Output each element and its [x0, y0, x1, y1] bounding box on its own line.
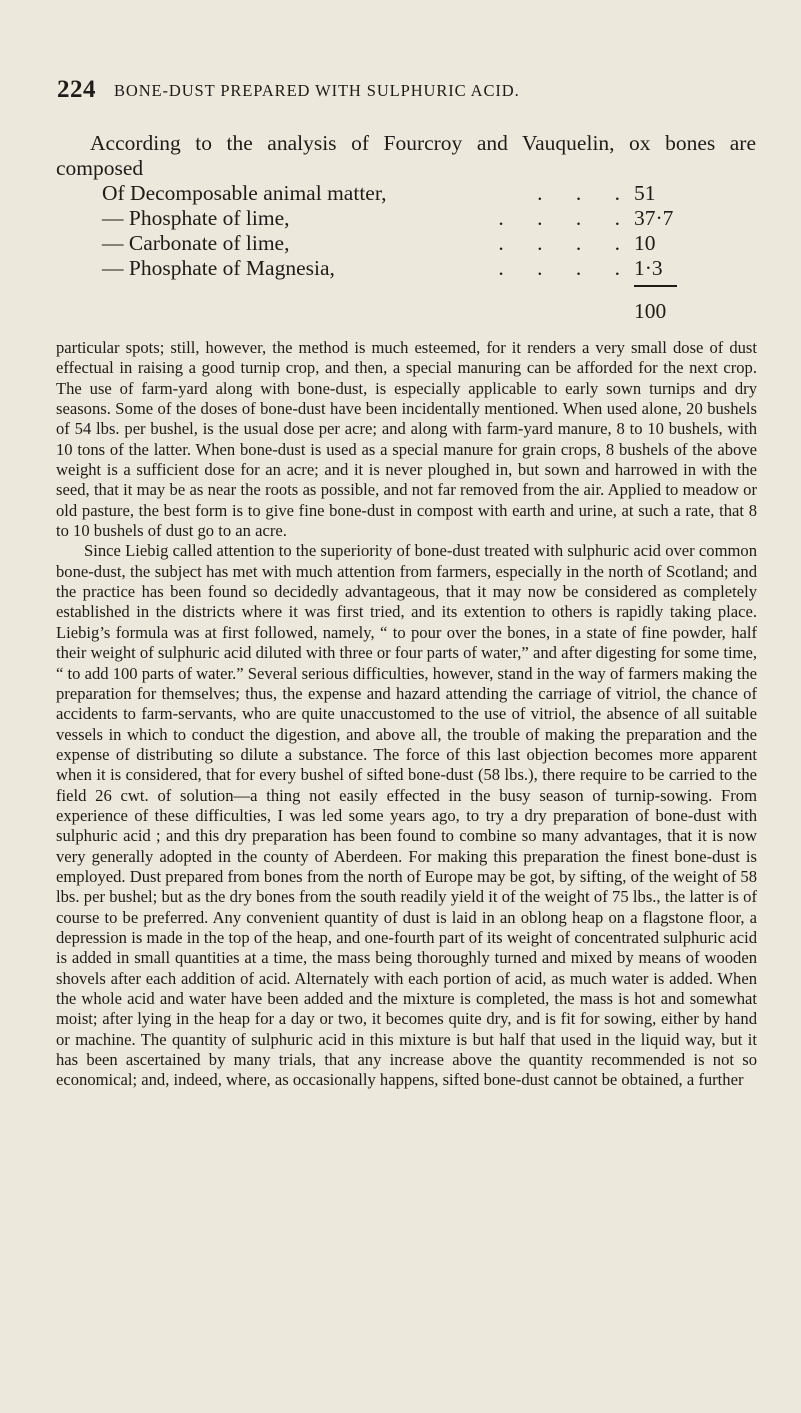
analysis-row [102, 206, 712, 231]
analysis-value: 1·3 [634, 256, 663, 280]
bone-analysis-table [102, 181, 712, 323]
analysis-label: — Phosphate of Magnesia, [102, 256, 335, 280]
analysis-label: Of Decomposable animal matter, [102, 181, 387, 205]
running-head: BONE-DUST PREPARED WITH SULPHURIC ACID. [114, 81, 520, 100]
analysis-value: 51 [634, 181, 656, 205]
page-header [57, 76, 757, 106]
sum-rule [634, 285, 677, 287]
analysis-label: — Carbonate of lime, [102, 231, 290, 255]
leader-dots: . . . [537, 181, 634, 205]
leader-dots: . . . . [498, 231, 634, 255]
analysis-label: — Phosphate of lime, [102, 206, 290, 230]
leader-dots: . . . . [498, 206, 634, 230]
page-number: 224 [57, 76, 96, 103]
analysis-row [102, 181, 712, 206]
paragraph-continued: particular spots; still, however, the method is much esteemed, for it renders a very small dose of dust effectual in raising a good turnip crop, and then, a special manuring can be afforded for the next crop. The use of farm-yard along with bone-dust, is especially applicable to early sown turnips and dry seasons. Some of the doses of bone-dust have been incidentally mentioned. When used alone, 20 bushels of 54 lbs. per bushel, is the usual dose per acre; and along with farm-yard manure, 8 to 10 bushels, with 10 tons of the latter. When bone-dust is used as a special manure for grain crops, 8 bushels of the above weight is a sufficient dose for an acre; and it is never ploughed in, but sown and harrowed in with the seed, that it may be as near the roots as possible, and not far removed from the air. Applied to meadow or old pasture, the best form is to give fine bone-dust in compost with earth and urine, at such a rate, that 8 to 10 bushels of dust go to an acre. [56, 338, 757, 541]
analysis-row [102, 256, 712, 281]
analysis-value: 10 [634, 231, 656, 255]
intro-sentence: According to the analysis of Fourcroy and Vauquelin, ox bones are composed [56, 131, 756, 180]
analysis-total: 100 [634, 299, 667, 323]
body-text [56, 338, 757, 1091]
leader-dots: . . . . [498, 256, 634, 280]
analysis-row [102, 231, 712, 256]
paragraph-sulphuric-acid: Since Liebig called attention to the superiority of bone-dust treated with sulphuric acid over common bone-dust, the subject has met with much attention from farmers, especially in the north of Scotland; and the practice has been found so decidedly advantageous, that it may now be considered as completely established in the districts where it was first tried, and its extention to others is rapidly taking place. Liebig’s formula was at first followed, namely, “ to pour over the bones, in a state of fine powder, half their weight of sulphuric acid diluted with three or four parts of water,” and after digesting for some time, “ to add 100 parts of water.” Several serious difficulties, however, stand in the way of farmers making the preparation for themselves; thus, the expense and hazard attending the carriage of vitriol, the chance of accidents to farm-servants, who are quite unaccustomed to the use of vitriol, the absence of all suitable vessels in which to conduct the digestion, and above all, the trouble of making the preparation and the expense of distributing so dilute a substance. The force of this last objection becomes more apparent when it is considered, that for every bushel of sifted bone-dust (58 lbs.), there require to be carried to the field 26 cwt. of solution—a thing not easily effected in the busy season of turnip-sowing. From experience of these difficulties, I was led some years ago, to try a dry preparation of bone-dust with sulphuric acid ; and this dry preparation has been found to combine so many advantages, that it is now very generally adopted in the county of Aberdeen. For making this preparation the finest bone-dust is employed. Dust prepared from bones from the north of Europe may be got, by sifting, of the weight of 58 lbs. per bushel; but as the dry bones from the south readily yield it of the weight of 75 lbs., the latter is of course to be preferred. Any convenient quantity of dust is laid in an oblong heap on a flagstone floor, a depression is made in the top of the heap, and one-fourth part of its weight of concentrated sulphuric acid is added in small quantities at a time, the mass being thoroughly turned and mixed by means of wooden shovels after each addition of acid. Alternately with each portion of acid, as much water is added. When the whole acid and water have been added and the mixture is completed, the mass is hot and somewhat moist; after lying in the heap for a day or two, it becomes quite dry, and is fit for sowing, either by hand or machine. The quantity of sulphuric acid in this mixture is but half that used in the liquid way, but it has been ascertained by many trials, that any increase above the quantity recommended is not so economical; and, indeed, where, as occasionally happens, sifted bone-dust cannot be obtained, a further [56, 541, 757, 1090]
analysis-value: 37·7 [634, 206, 674, 230]
